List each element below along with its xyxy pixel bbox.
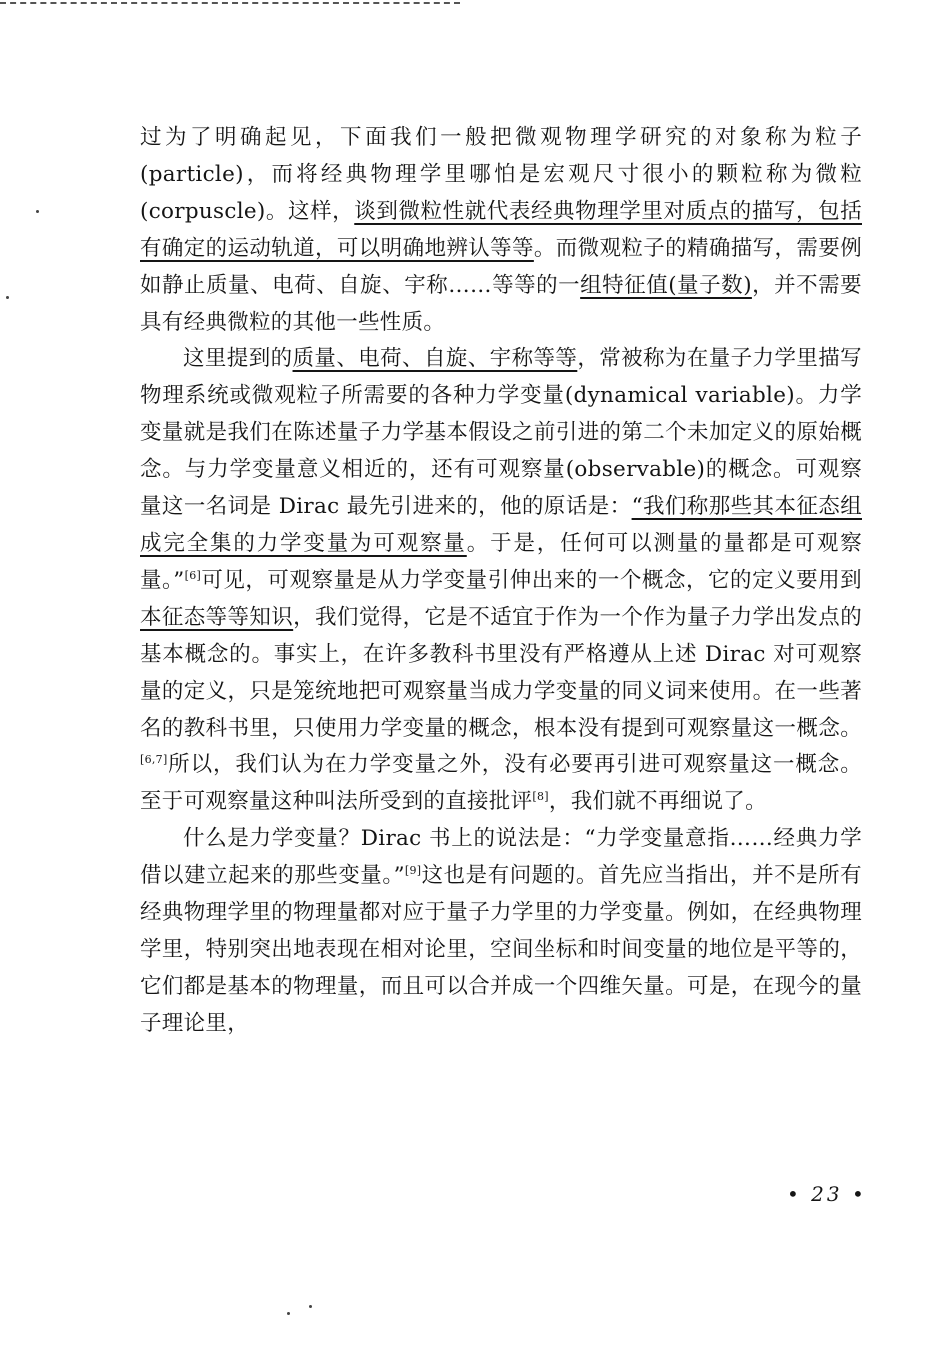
text-run: 所以，我们认为在力学变量之外，没有必要再引进可观察量这一概念。至于可观察量这种叫法所受到的直接批评 <box>140 752 862 815</box>
text-run: ，我们就不再细说了。 <box>548 789 767 815</box>
scan-speck <box>287 1312 290 1315</box>
scan-speck <box>6 296 9 299</box>
text-run: 这里提到的 <box>183 346 293 372</box>
citation-ref: [9] <box>404 864 422 878</box>
underlined-text: 组特征值(量子数) <box>580 272 752 298</box>
citation-ref: [8] <box>532 790 549 804</box>
text-run: 这也是有问题的。首先应当指出，并不是所有经典物理学里的物理量都对应于量子力学里的力学变量。例如，在经典物理学里，特别突出地表现在相对论里，空间坐标和时间变量的地位是平等的，它们都是基本的物理量，而且可以合并成一个四维矢量。可是，在现今的量子理论里， <box>140 863 862 1036</box>
text-run: ，并不需要具有经典微粒的其他一些性质。 <box>140 272 862 335</box>
top-dashed-rule <box>0 2 460 4</box>
paragraph-2 <box>140 341 862 821</box>
text-run: 。于是，任何可以测量的量都是可观察量。” <box>140 530 863 593</box>
text-run: 。而微观粒子的精确描写，需要例如静止质量、电荷、自旋、宇称……等等的一 <box>140 235 862 298</box>
underlined-text: 质量、电荷、自旋、宇称等等 <box>292 346 578 372</box>
citation-ref: [6] <box>184 568 202 582</box>
page-body <box>140 120 862 1043</box>
text-run: 可见，可观察量是从力学变量引伸出来的一个概念，它的定义要用到 <box>201 567 862 593</box>
page-number: • 23 • <box>787 1182 867 1206</box>
scan-speck <box>309 1305 312 1308</box>
underlined-text: 本征态等等知识 <box>140 604 294 630</box>
underlined-text: “我们称那些其本征态组成完全集的力学变量为可观察量 <box>140 494 862 556</box>
text-run: ，常被称为在量子力学里描写物理系统或微观粒子所需要的各种力学变量(dynamical variable)。力学变量就是我们在陈述量子力学基本假设之前引进的第二个未加定义的原始概念。与力学变量意义相近的，还有可观察量(observable)的概念。可观察量这一名词是 Dirac 最先引进来的，他的原话是： <box>140 346 862 520</box>
text-run: 过为了明确起见，下面我们一般把微观物理学研究的对象称为粒子(particle)，而将经典物理学里哪怕是宏观尺寸很小的颗粒称为微粒(corpuscle)。这样， <box>140 125 862 224</box>
text-run: ，我们觉得，它是不适宜于作为一个作为量子力学出发点的基本概念的。事实上，在许多教科书里没有严格遵从上述 Dirac 对可观察量的定义，只是笼统地把可观察量当成力学变量的同义词来使用。在一些著名的教科书里，只使用力学变量的概念，根本没有提到可观察量这一概念。 <box>140 604 862 741</box>
underlined-text: 谈到微粒性就代表经典物理学里对质点的描写，包括有确定的运动轨道，可以明确地辨认等等 <box>140 198 862 261</box>
scan-speck <box>36 210 39 213</box>
text-run: 什么是力学变量？Dirac 书上的说法是：“力学变量意指……经典力学借以建立起来的那些变量。” <box>140 826 862 889</box>
citation-ref: [6,7] <box>140 753 168 767</box>
paragraph-1 <box>140 120 862 341</box>
paragraph-3 <box>140 821 862 1042</box>
